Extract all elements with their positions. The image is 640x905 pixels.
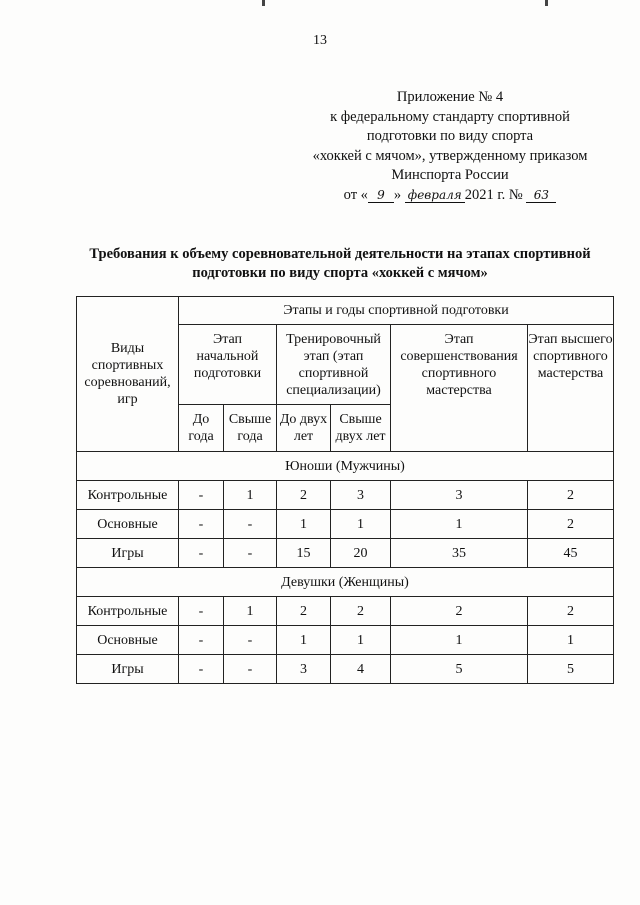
table-cell: 2 bbox=[277, 481, 331, 510]
table-row bbox=[77, 539, 614, 568]
section-row bbox=[77, 452, 614, 481]
table-cell: 2 bbox=[528, 510, 614, 539]
table-cell: 1 bbox=[331, 510, 391, 539]
header-over-year: Свыше года bbox=[224, 405, 277, 452]
table-cell: 5 bbox=[391, 655, 528, 684]
header-up-to-two: До двух лет bbox=[277, 405, 331, 452]
table-row bbox=[77, 597, 614, 626]
table-cell: 1 bbox=[391, 626, 528, 655]
appendix-line: к федеральному стандарту спортивной bbox=[330, 108, 570, 125]
table-header-row bbox=[77, 297, 614, 325]
table-cell: 45 bbox=[528, 539, 614, 568]
appendix-line: «хоккей с мячом», утвержденному приказом bbox=[312, 147, 588, 164]
title-line: Требования к объему соревновательной деятельности на этапах спортивной bbox=[89, 246, 591, 262]
table-row bbox=[77, 510, 614, 539]
table-body bbox=[77, 452, 614, 684]
appendix-block bbox=[300, 88, 600, 205]
table-cell: - bbox=[224, 626, 277, 655]
order-year: 2021 г. № bbox=[464, 186, 523, 203]
appendix-line: Минспорта России bbox=[391, 167, 509, 183]
header-over-two: Свыше двух лет bbox=[331, 405, 391, 452]
document-title bbox=[60, 245, 620, 283]
table-cell: 35 bbox=[391, 539, 528, 568]
header-stage-improvement: Этап совершенствования спортивного мастерства bbox=[391, 325, 528, 452]
section-row bbox=[77, 568, 614, 597]
table-cell: 1 bbox=[331, 626, 391, 655]
row-label: Контрольные bbox=[77, 597, 179, 626]
table-cell: 20 bbox=[331, 539, 391, 568]
table-cell: 3 bbox=[391, 481, 528, 510]
scan-mark bbox=[262, 0, 265, 6]
table-row bbox=[77, 626, 614, 655]
table-cell: 3 bbox=[277, 655, 331, 684]
table-cell: - bbox=[224, 510, 277, 539]
table-cell: 15 bbox=[277, 539, 331, 568]
header-stages: Этапы и годы спортивной подготовки bbox=[179, 297, 614, 325]
row-label: Игры bbox=[77, 539, 179, 568]
table-cell: 3 bbox=[331, 481, 391, 510]
section-title: Девушки (Женщины) bbox=[77, 568, 614, 597]
table-cell: - bbox=[179, 597, 224, 626]
table-cell: 2 bbox=[277, 597, 331, 626]
table-cell: - bbox=[179, 626, 224, 655]
requirements-table bbox=[76, 296, 614, 684]
table-cell: - bbox=[179, 655, 224, 684]
table-cell: 1 bbox=[528, 626, 614, 655]
table-cell: 4 bbox=[331, 655, 391, 684]
table-cell: - bbox=[224, 655, 277, 684]
order-line bbox=[300, 186, 600, 206]
table-cell: - bbox=[224, 539, 277, 568]
table-cell: 1 bbox=[391, 510, 528, 539]
table-cell: 2 bbox=[528, 481, 614, 510]
row-label: Основные bbox=[77, 510, 179, 539]
table-cell: 2 bbox=[528, 597, 614, 626]
order-mid: » bbox=[393, 186, 402, 203]
table-row bbox=[77, 655, 614, 684]
table-cell: 1 bbox=[224, 481, 277, 510]
table-row bbox=[77, 481, 614, 510]
header-up-to-year: До года bbox=[179, 405, 224, 452]
table-cell: 2 bbox=[391, 597, 528, 626]
table-cell: - bbox=[179, 481, 224, 510]
order-month: февраля bbox=[405, 188, 465, 203]
appendix-line: подготовки по виду спорта bbox=[366, 128, 534, 144]
table-cell: 2 bbox=[331, 597, 391, 626]
header-kinds: Виды спортивных соревнований, игр bbox=[77, 297, 179, 452]
appendix-line: Приложение № 4 bbox=[396, 89, 504, 105]
order-day: 9 bbox=[368, 188, 394, 203]
table-cell: 5 bbox=[528, 655, 614, 684]
section-title: Юноши (Мужчины) bbox=[77, 452, 614, 481]
table-cell: 1 bbox=[277, 510, 331, 539]
order-number: 63 bbox=[526, 188, 556, 203]
order-prefix: от « bbox=[343, 186, 368, 203]
row-label: Основные bbox=[77, 626, 179, 655]
table-cell: 1 bbox=[224, 597, 277, 626]
title-line: подготовки по виду спорта «хоккей с мячом» bbox=[192, 265, 488, 281]
row-label: Контрольные bbox=[77, 481, 179, 510]
table-cell: - bbox=[179, 539, 224, 568]
header-stage-initial: Этап начальной подготовки bbox=[179, 325, 277, 405]
row-label: Игры bbox=[77, 655, 179, 684]
table-cell: - bbox=[179, 510, 224, 539]
page-number: 13 bbox=[313, 33, 327, 48]
header-stage-highest: Этап высшего спортивного мастерства bbox=[528, 325, 614, 452]
header-stage-training: Тренировочный этап (этап спортивной специализации) bbox=[277, 325, 391, 405]
scan-mark bbox=[545, 0, 548, 6]
table-cell: 1 bbox=[277, 626, 331, 655]
